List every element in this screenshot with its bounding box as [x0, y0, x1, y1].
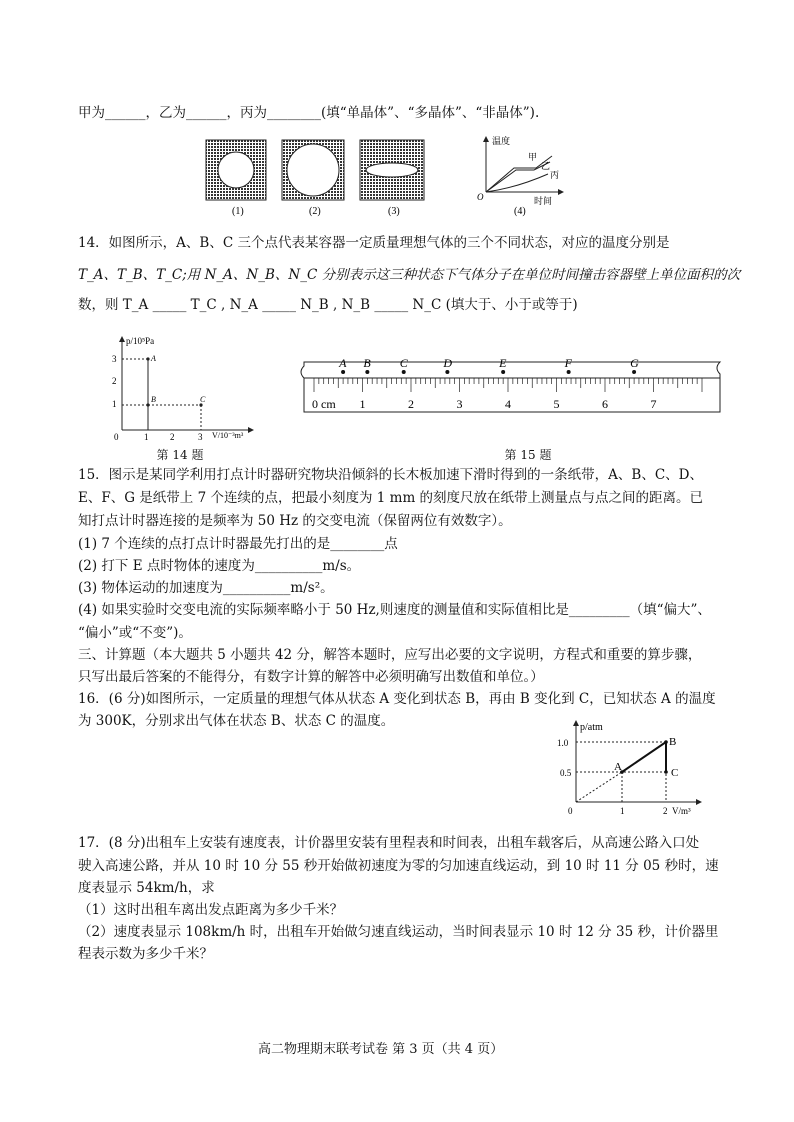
- ruler-label: 2: [408, 397, 414, 411]
- q14-pv-graph: [108, 334, 258, 444]
- q16-origin: 0: [568, 806, 573, 816]
- q13-figure: [196, 134, 576, 222]
- section3-line2: 只写出最后答案的不能得分，有数字计算的解答中必须明确写出数值和单位。）: [78, 669, 544, 685]
- q14-label-c: C: [200, 395, 206, 404]
- q14-x-tick-1: 1: [144, 432, 149, 442]
- tape-point: [567, 370, 571, 374]
- fig-label-1: (1): [232, 206, 244, 217]
- q15-sub4a: (4) 如果实验时交变电流的实际频率略小于 50 Hz,则速度的测量值和实际值相比是_________（填“偏大”、: [78, 602, 711, 618]
- q14-point-a: [146, 357, 149, 360]
- q14-line2: T_A、T_B、T_C;用 N_A、N_B、N_C 分别表示这三种状态下气体分子在单位时间撞击容器壁上单位面积的次: [78, 267, 741, 283]
- tape-point: [365, 370, 369, 374]
- ruler-label: 0 cm: [312, 397, 336, 411]
- section3-line1: 三、计算题（本大题共 5 小题共 42 分，解答本题时，应写出必要的文字说明，方程式和重要的算步骤，: [78, 647, 702, 663]
- q16-label-a: A: [614, 761, 622, 773]
- q13-line: 甲为______，乙为______，丙为________(填“单晶体”、“多晶体”、“非晶体”).: [78, 105, 540, 121]
- q16-line2: 为 300K，分别求出气体在状态 B、状态 C 的温度。: [78, 713, 395, 729]
- tape-point-label: B: [363, 356, 371, 370]
- q14-y-tick-2: 2: [112, 376, 117, 386]
- fig-label-3: (3): [388, 206, 400, 217]
- q16-x-axis-label: V/m³: [672, 806, 691, 816]
- tape-point-label: C: [399, 356, 408, 370]
- tape-point: [341, 370, 345, 374]
- q15-sub1: (1) 7 个连续的点打点计时器最先打出的是________点: [78, 536, 398, 552]
- tape-point-label: D: [443, 356, 453, 370]
- page-footer: 高二物理期末联考试卷 第 3 页（共 4 页）: [258, 1042, 504, 1057]
- q16-y-axis-label: p/atm: [580, 722, 603, 733]
- curve-label-bing: 丙: [550, 170, 560, 180]
- crystal-sample-3: [360, 140, 424, 200]
- q15-caption: 第 15 题: [504, 448, 552, 462]
- tape-point-label: A: [339, 356, 347, 370]
- ruler-label: 4: [505, 397, 511, 411]
- q15-line2: E、F、G 是纸带上 7 个连续的点，把最小刻度为 1 mm 的刻度尺放在纸带上测量点与点之间的距离。已: [78, 490, 704, 506]
- q14-caption: 第 14 题: [156, 448, 204, 462]
- crystal-sample-2: [282, 140, 344, 200]
- q16-label-b: B: [669, 736, 677, 748]
- q14-origin: 0: [114, 432, 119, 442]
- q15-sub4b: “偏小”或“不变”)。: [78, 625, 192, 641]
- q14-y-tick-1: 1: [112, 399, 117, 409]
- temperature-time-graph: [477, 135, 564, 217]
- tape-point: [632, 370, 636, 374]
- crystal-sample-1: [206, 140, 266, 200]
- q16-point-c: [664, 770, 668, 774]
- q14-label-a: A: [151, 354, 156, 363]
- ruler: [304, 378, 720, 412]
- axis-label-time: 时间: [534, 196, 553, 206]
- q14-point-b: [146, 403, 149, 406]
- q16-x-tick-2: 2: [663, 806, 668, 816]
- q16-point-b: [664, 740, 668, 744]
- q16-line1: 16．(6 分)如图所示，一定质量的理想气体从状态 A 变化到状态 B，再由 B 变化到 C，已知状态 A 的温度: [78, 691, 716, 707]
- origin-label: O: [477, 192, 484, 202]
- q15-line3: 知打点计时器连接的是频率为 50 Hz 的交变电流（保留两位有效数字）。: [78, 513, 512, 529]
- q14-line1: 14．如图所示，A、B、C 三个点代表某容器一定质量理想气体的三个不同状态，对应的温度分别是: [78, 235, 670, 251]
- q17-line1: 17．(8 分)出租车上安装有速度表，计价器里安装有里程表和时间表，出租车载客后，从高速公路入口处: [78, 835, 700, 851]
- ruler-label: 1: [359, 397, 366, 411]
- curve-label-jia: 甲: [528, 152, 538, 162]
- tape-point-label: F: [564, 356, 572, 370]
- fig-label-4: (4): [514, 206, 526, 217]
- q14-line3: 数，则 T_A _____ T_C , N_A _____ N_B , N_B _____ N_C (填大于、小于或等于): [78, 297, 578, 313]
- tape-point: [402, 370, 406, 374]
- q17-line3: 度表显示 54km/h，求: [78, 880, 215, 896]
- ruler-label: 6: [602, 397, 608, 411]
- q16-x-tick-1: 1: [620, 806, 625, 816]
- q15-sub2: (2) 打下 E 点时物体的速度为__________m/s。: [78, 558, 361, 574]
- q16-y-tick-05: 0.5: [560, 768, 572, 778]
- q14-y-axis-label: p/10⁵Pa: [126, 336, 155, 346]
- q14-x-axis-label: V/10⁻³m³: [212, 431, 244, 440]
- q15-sub3: (3) 物体运动的加速度为__________m/s²。: [78, 580, 334, 596]
- q16-label-c: C: [671, 767, 679, 779]
- q17-line2: 驶入高速公路，并从 10 时 10 分 55 秒开始做初速度为零的匀加速直线运动，到 10 时 11 分 05 秒时，速: [78, 858, 719, 874]
- q17-sub1: （1）这时出租车离出发点距离为多少千米？: [78, 902, 344, 918]
- q14-label-b: B: [151, 395, 156, 404]
- q17-sub2: （2）速度表显示 108km/h 时，出租车开始做匀速直线运动，当时间表显示 10 时 12 分 35 秒，计价器里: [78, 924, 719, 940]
- q16-y-tick-1: 1.0: [557, 738, 569, 748]
- fig-label-2: (2): [309, 206, 321, 217]
- tape-point-label: E: [499, 356, 507, 370]
- q16-pv-graph: [556, 718, 706, 822]
- q15-line1: 15．图示是某同学利用打点计时器研究物块沿倾斜的长木板加速下滑时得到的一条纸带，A、B、C、D、: [78, 467, 703, 483]
- q14-x-tick-3: 3: [198, 432, 203, 442]
- ruler-label: 7: [650, 397, 657, 411]
- q17-sub2b: 程表示数为多少千米？: [78, 946, 213, 962]
- ruler-label: 3: [456, 397, 463, 411]
- q14-x-tick-2: 2: [170, 432, 175, 442]
- tape-point: [445, 370, 449, 374]
- curve-label-yi: 乙: [541, 161, 551, 171]
- q14-y-tick-3: 3: [112, 354, 117, 364]
- ruler-label: 5: [553, 397, 560, 411]
- tape-point-label: G: [630, 356, 639, 370]
- q15-tape-ruler: [294, 356, 730, 418]
- tape-point: [501, 370, 505, 374]
- axis-label-temperature: 温度: [492, 136, 511, 146]
